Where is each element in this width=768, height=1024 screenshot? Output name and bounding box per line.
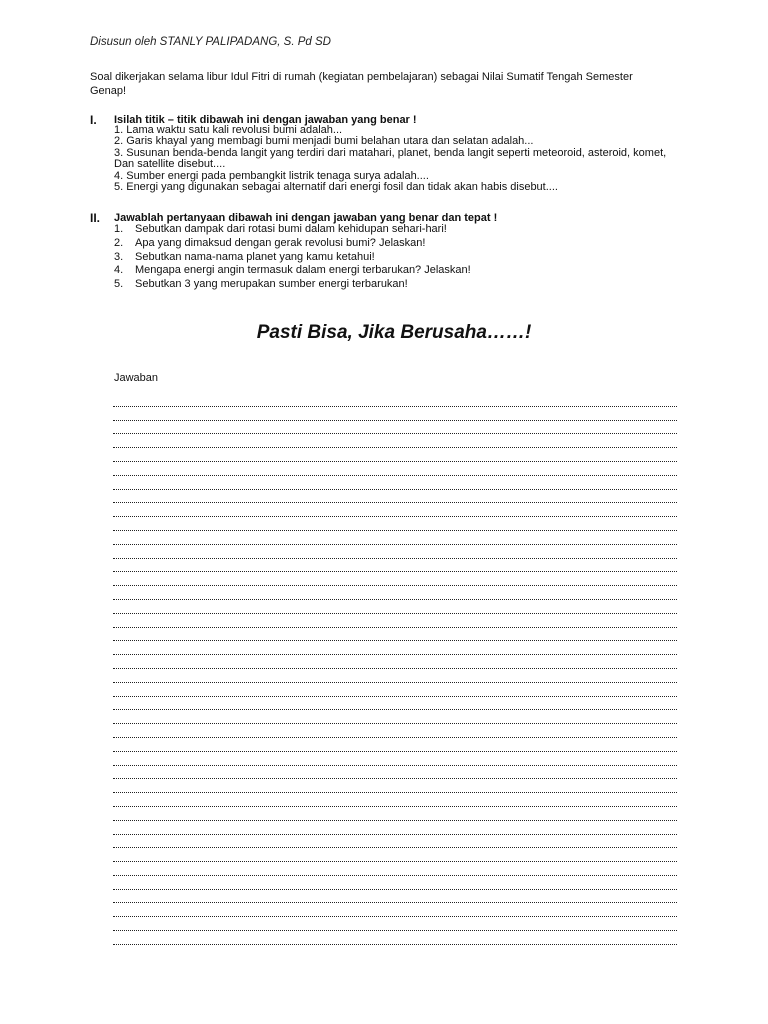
answer-dotted-line — [113, 464, 677, 478]
question-item: 3. Susunan benda-benda langit yang terdiri dari matahari, planet, benda langit seperti meteoroid, asteroid, komet, Dan satellite disebut.... — [114, 146, 667, 171]
section-2-title: Jawablah pertanyaan dibawah ini dengan jawaban yang benar dan tepat ! — [114, 212, 498, 224]
section-2-list — [114, 223, 674, 292]
question-item — [114, 223, 674, 237]
question-text: Sebutkan 3 yang merupakan sumber energi terbarukan! — [135, 278, 408, 291]
answer-dotted-line — [113, 699, 677, 713]
answer-dotted-line — [113, 574, 677, 588]
question-number: 5. — [114, 278, 124, 291]
answer-dotted-line — [113, 657, 677, 671]
answer-dotted-line — [113, 643, 677, 657]
answer-dotted-line — [113, 423, 677, 437]
author-header: Disusun oleh STANLY PALIPADANG, S. Pd SD — [90, 36, 331, 48]
question-text: Mengapa energi angin termasuk dalam energi terbarukan? Jelaskan! — [135, 264, 471, 277]
answer-dotted-line — [113, 809, 677, 823]
answer-dotted-line — [113, 492, 677, 506]
answer-dotted-line — [113, 905, 677, 919]
section-1-title: Isilah titik – titik dibawah ini dengan jawaban yang benar ! — [114, 114, 417, 126]
question-item: 5. Energi yang digunakan sebagai alternatif dari energi fosil dan tidak akan habis disebut.... — [114, 181, 558, 194]
answer-dotted-line — [113, 616, 677, 630]
answer-dotted-line — [113, 864, 677, 878]
answer-dotted-line — [113, 878, 677, 892]
answer-label: Jawaban — [114, 372, 159, 384]
answer-dotted-line — [113, 768, 677, 782]
question-item: 2. Garis khayal yang membagi bumi menjadi bumi belahan utara dan selatan adalah... — [114, 135, 534, 148]
answer-dotted-line — [113, 436, 677, 450]
answer-dotted-line — [113, 823, 677, 837]
question-number: 4. — [114, 264, 124, 277]
section-1-list — [114, 125, 674, 193]
answer-dotted-line — [113, 630, 677, 644]
answer-dotted-line — [113, 395, 677, 409]
answer-dotted-line — [113, 781, 677, 795]
question-item — [114, 264, 674, 278]
answer-dotted-line — [113, 685, 677, 699]
answer-dotted-line — [113, 933, 677, 947]
answer-dotted-line — [113, 795, 677, 809]
answer-dotted-line — [113, 837, 677, 851]
question-text: Apa yang dimaksud dengan gerak revolusi bumi? Jelaskan! — [135, 236, 426, 249]
answer-dotted-line — [113, 588, 677, 602]
answer-dotted-line — [113, 561, 677, 575]
question-number: 3. — [114, 250, 124, 263]
question-item: 1. Lama waktu satu kali revolusi bumi adalah... — [114, 124, 343, 136]
instructions-text: Soal dikerjakan selama libur Idul Fitri di rumah (kegiatan pembelajaran) sebagai Nilai Sumatif Tengah Semester Genap! — [90, 71, 633, 97]
question-text: Sebutkan dampak dari rotasi bumi dalam kehidupan sehari-hari! — [135, 223, 447, 235]
question-text: Sebutkan nama-nama planet yang kamu ketahui! — [135, 250, 375, 263]
answer-dotted-line — [113, 671, 677, 685]
question-item — [114, 237, 674, 251]
answer-dotted-line — [113, 533, 677, 547]
question-item: 4. Sumber energi pada pembangkit listrik tenaga surya adalah.... — [114, 169, 429, 182]
answer-dotted-line — [113, 547, 677, 561]
section-2-number: II. — [90, 211, 101, 225]
motto-heading: Pasti Bisa, Jika Berusaha……! — [256, 322, 532, 343]
answer-dotted-line — [113, 919, 677, 933]
answer-dotted-line — [113, 892, 677, 906]
answer-dotted-line — [113, 505, 677, 519]
answer-dotted-line — [113, 478, 677, 492]
question-item — [114, 278, 674, 292]
question-number: 2. — [114, 236, 124, 249]
section-1-number: I. — [90, 113, 97, 127]
answer-dotted-line — [113, 754, 677, 768]
question-item — [114, 251, 674, 265]
answer-dotted-line — [113, 519, 677, 533]
question-number: 1. — [114, 223, 124, 235]
answer-dotted-line — [113, 726, 677, 740]
answer-dotted-line — [113, 850, 677, 864]
answer-dotted-line — [113, 712, 677, 726]
answer-lines — [113, 395, 677, 947]
answer-dotted-line — [113, 450, 677, 464]
answer-dotted-line — [113, 602, 677, 616]
answer-dotted-line — [113, 409, 677, 423]
answer-dotted-line — [113, 740, 677, 754]
